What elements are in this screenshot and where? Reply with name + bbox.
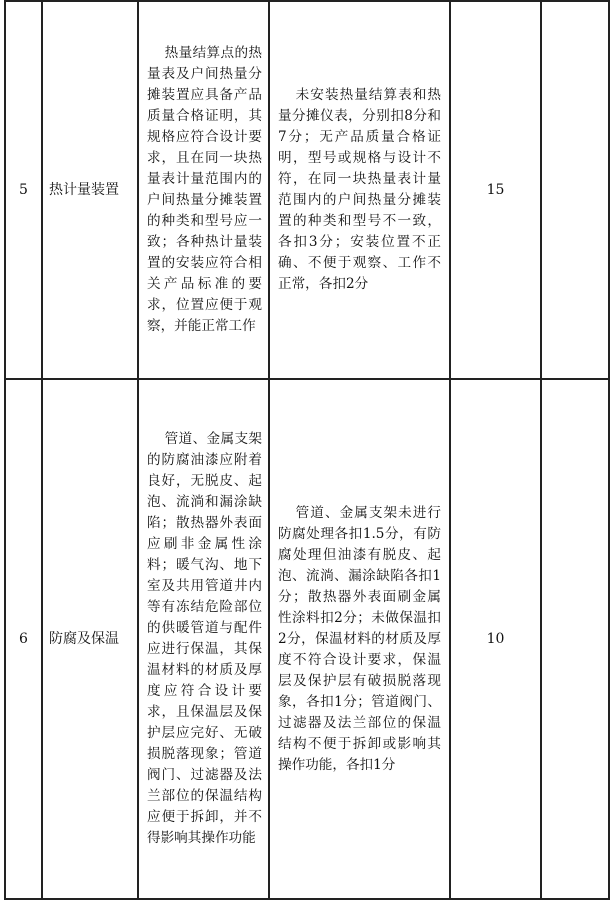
requirement-text: 热量结算点的热量表及户间热量分摊装置应具备产品质量合格证明，其规格应符合设计要求，且在同一块热量表计量范围内的户间热量分摊装置的种类和型号应一致；各种热计量装置的安装应符合相关产品标准的要求，位置应便于观察，并能正常工作 — [138, 1, 269, 379]
item-name: 热计量装置 — [42, 1, 138, 379]
actual-score-cell — [541, 379, 609, 899]
row-number: 6 — [5, 379, 42, 899]
standard-score: 15 — [450, 1, 541, 379]
table-row — [5, 1, 609, 379]
standard-score: 10 — [450, 379, 541, 899]
deduction-rule: 未安装热量结算表和热量分摊仪表，分别扣8分和7分；无产品质量合格证明，型号或规格与设计不符，在同一块热量表计量范围内的户间热量分摊装置的种类和型号不一致，各扣3分；安装位置不正确、不便于观察、工作不正常，各扣2分 — [269, 1, 450, 379]
item-name: 防腐及保温 — [42, 379, 138, 899]
requirement-text: 管道、金属支架的防腐油漆应附着良好，无脱皮、起泡、流淌和漏涂缺陷；散热器外表面应刷非金属性涂料；暖气沟、地下室及共用管道井内等有冻结危险部位的供暖管道与配件应进行保温，其保温材料的材质及厚度应符合设计要求，且保温层及保护层应完好、无破损脱落现象；管道阀门、过滤器及法兰部位的保温结构应便于拆卸，并不得影响其操作功能 — [138, 379, 269, 899]
actual-score-cell — [541, 1, 609, 379]
row-number: 5 — [5, 1, 42, 379]
deduction-rule: 管道、金属支架未进行防腐处理各扣1.5分，有防腐处理但油漆有脱皮、起泡、流淌、漏涂缺陷各扣1分；散热器外表面刷金属性涂料扣2分；未做保温扣2分，保温材料的材质及厚度不符合设计要求，保温层及保护层有破损脱落现象，各扣1分；管道阀门、过滤器及法兰部位的保温结构不便于拆卸或影响其操作功能，各扣1分 — [269, 379, 450, 899]
evaluation-table — [4, 0, 610, 900]
table-row — [5, 379, 609, 899]
